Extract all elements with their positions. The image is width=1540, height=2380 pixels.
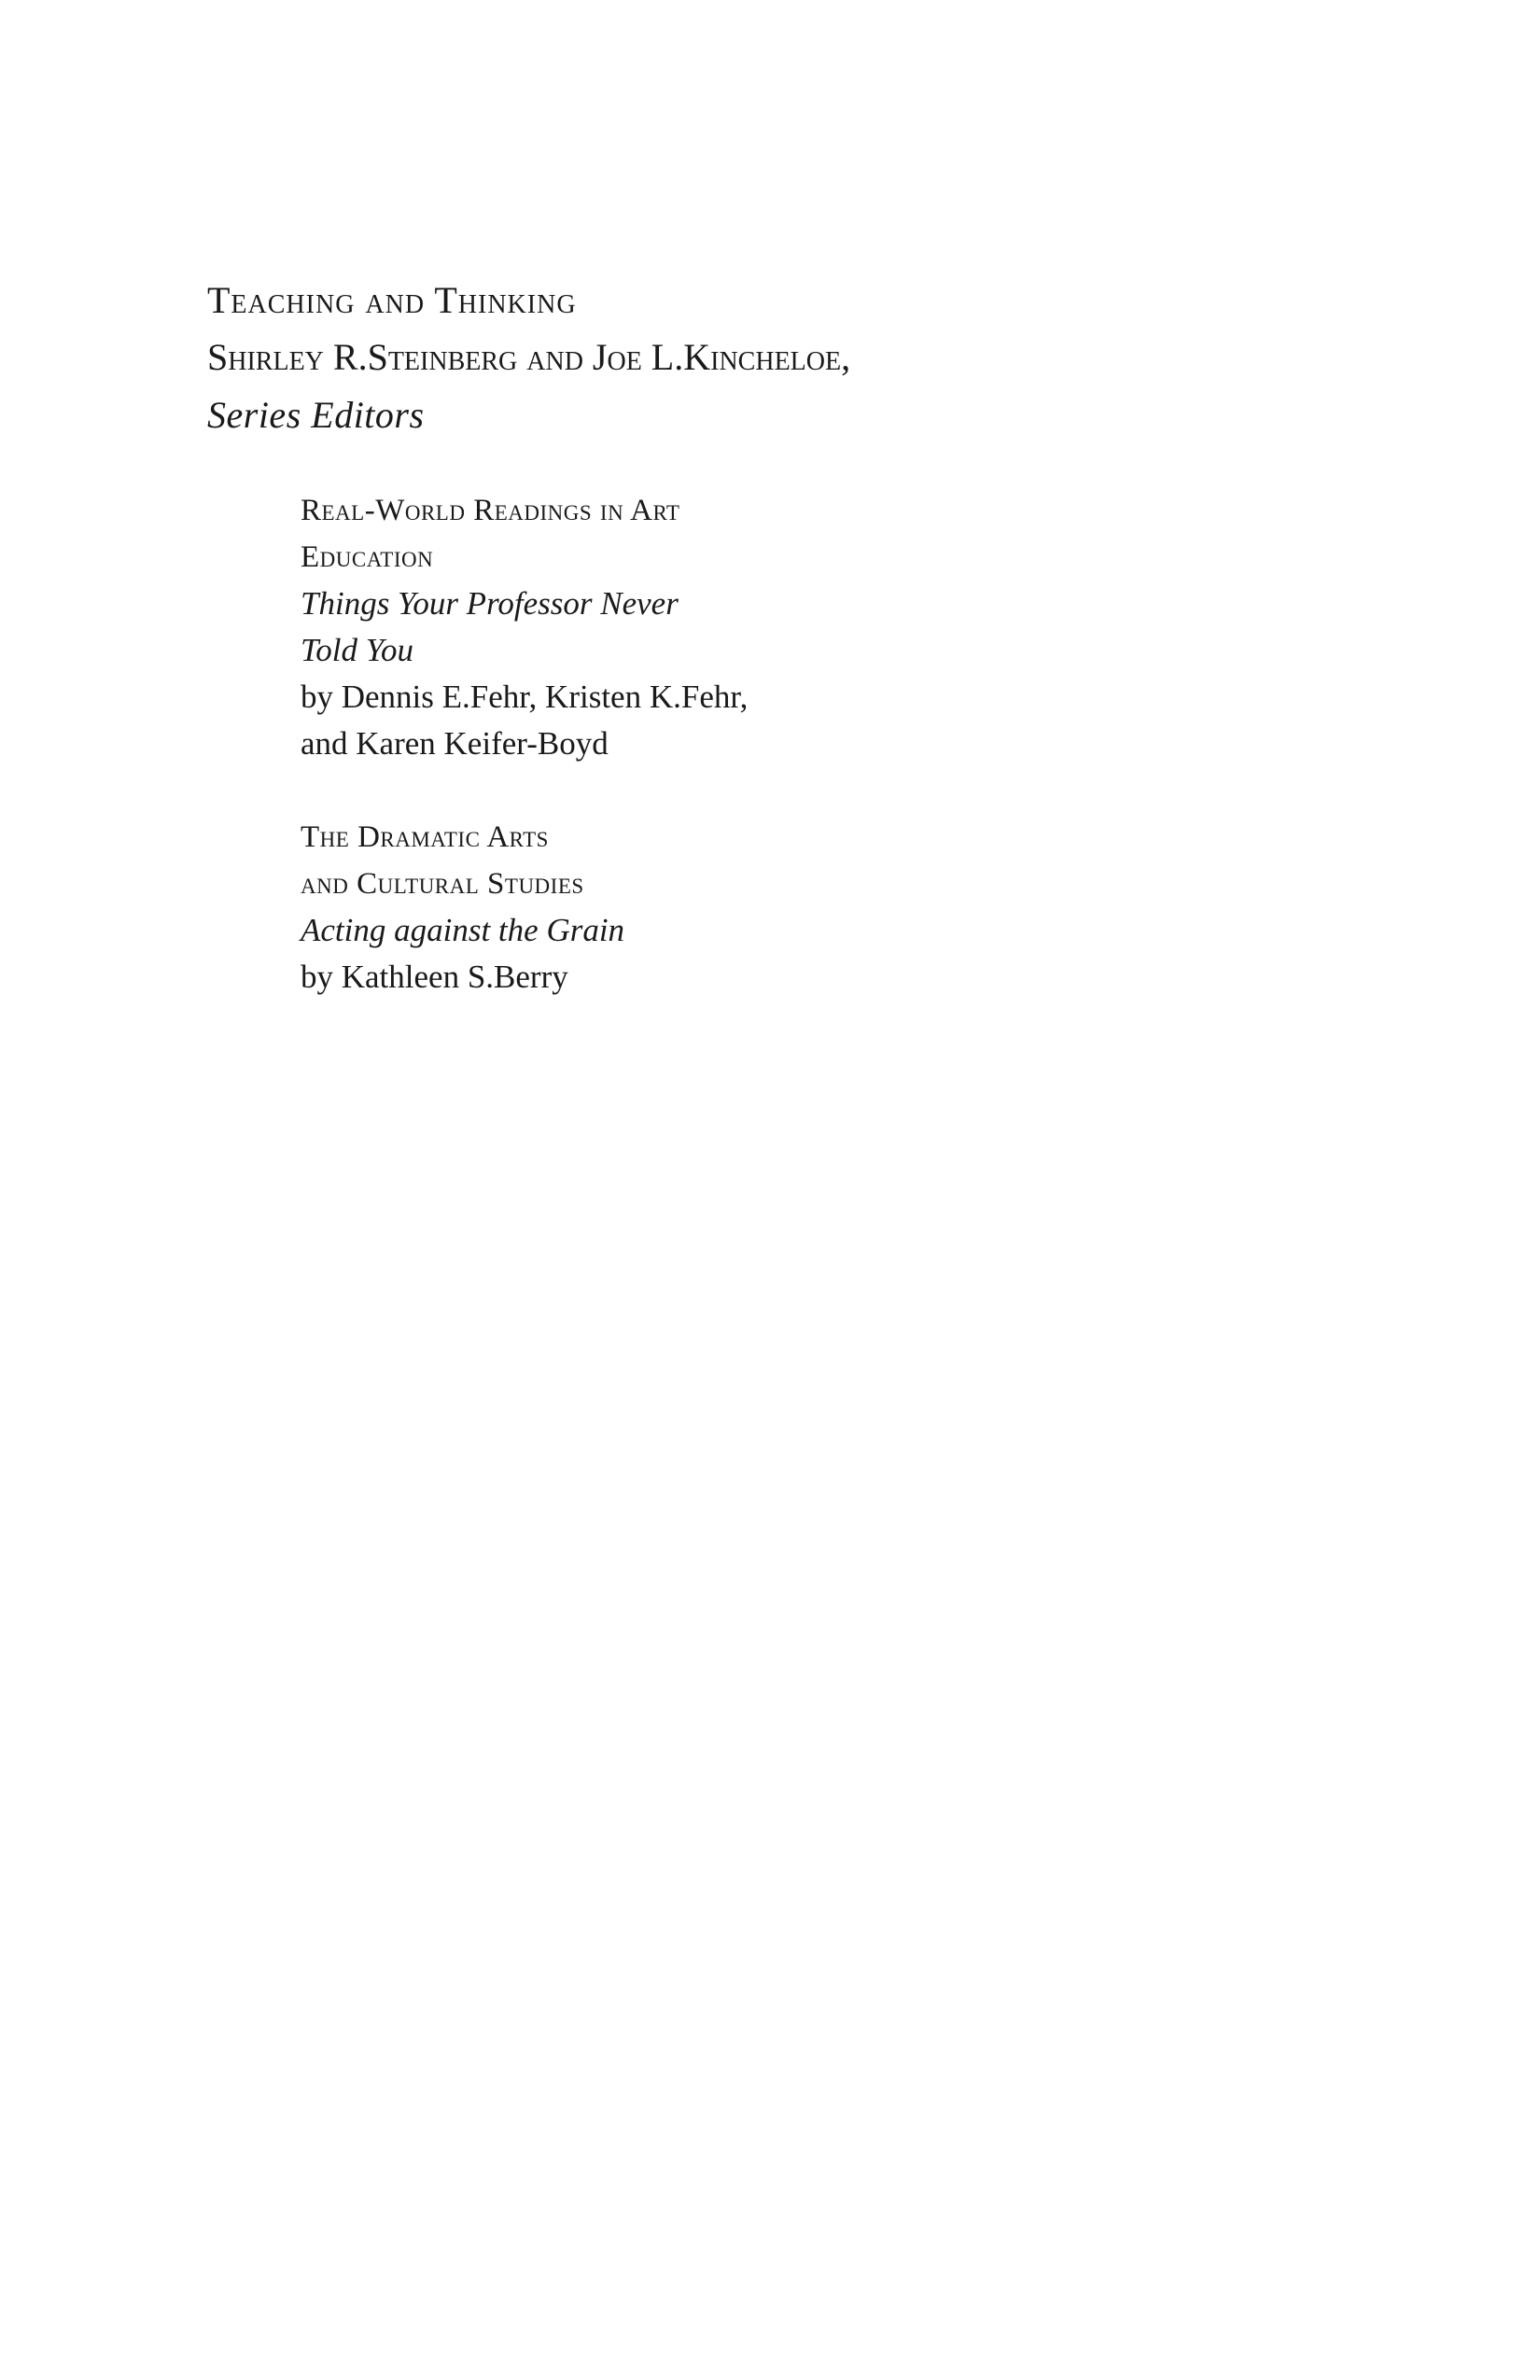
book-entry — [301, 487, 1141, 767]
book-author-line: by Kathleen S.Berry — [301, 959, 568, 995]
series-header — [207, 273, 1234, 444]
book-entry — [301, 814, 1141, 1001]
book-title-line: Education — [301, 540, 434, 574]
book-subtitle-line: Told You — [301, 632, 413, 668]
book-author-line: and Karen Keifer-Boyd — [301, 725, 609, 762]
book-subtitle-line: Acting against the Grain — [301, 912, 625, 948]
series-editors-names: Shirley R.Steinberg and Joe L.Kincheloe, — [207, 336, 851, 378]
book-title-line: The Dramatic Arts — [301, 820, 549, 854]
book-author-line: by Dennis E.Fehr, Kristen K.Fehr, — [301, 679, 749, 715]
book-subtitle-line: Things Your Professor Never — [301, 585, 679, 622]
book-title-line: and Cultural Studies — [301, 867, 584, 901]
series-editors-role: Series Editors — [207, 394, 425, 436]
book-list — [301, 487, 1141, 1047]
book-title-line: Real-World Readings in Art — [301, 494, 680, 527]
series-title: Teaching and Thinking — [207, 279, 577, 321]
